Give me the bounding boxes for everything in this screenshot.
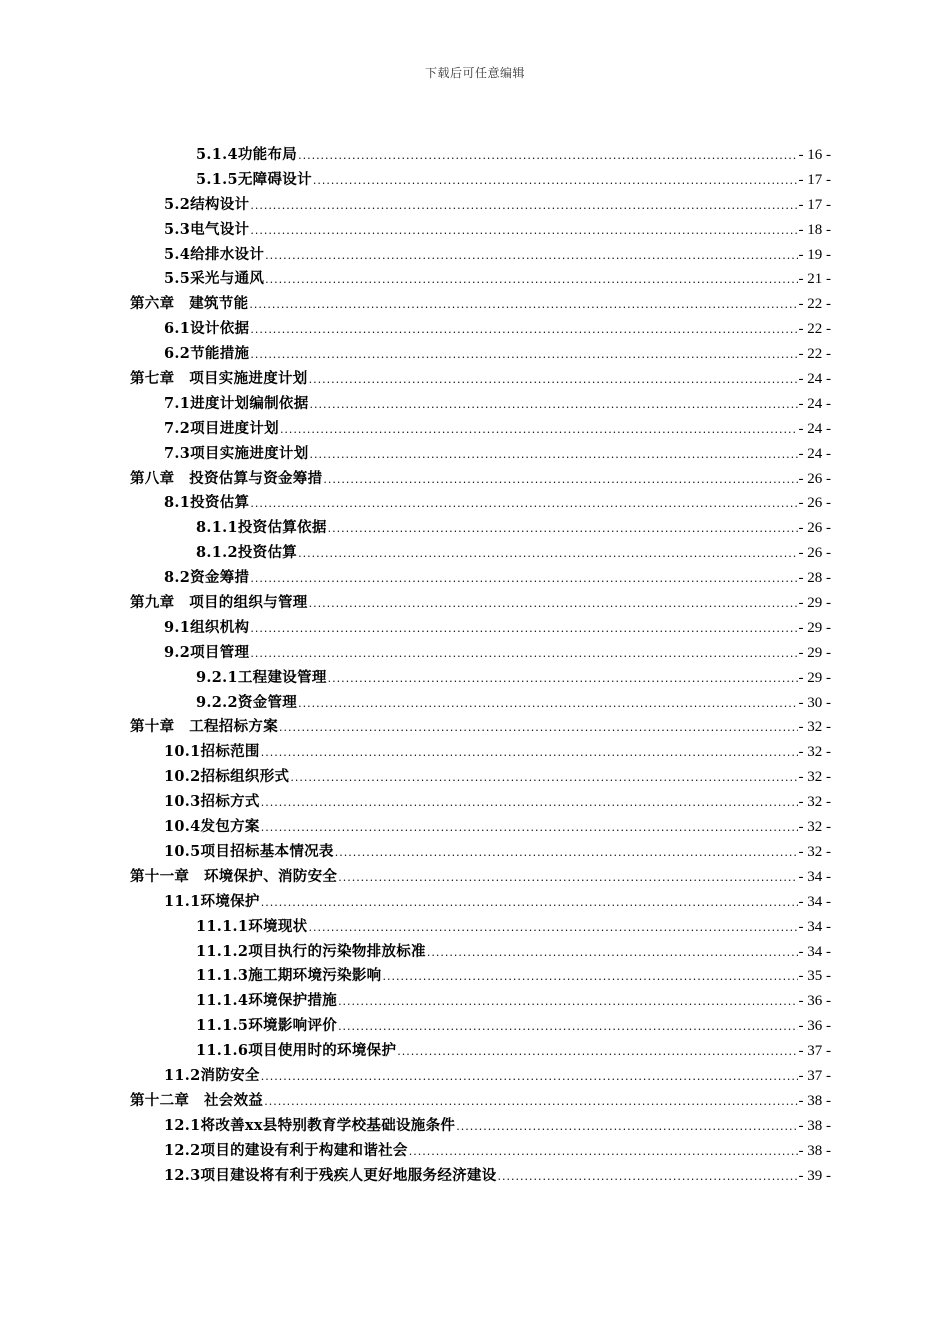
- toc-entry[interactable]: [130, 218, 831, 243]
- toc-entry-title: 5.2结构设计: [164, 195, 250, 213]
- toc-entry-title: 11.1.1环境现状: [196, 917, 308, 935]
- toc-dot-leader: [249, 298, 797, 311]
- toc-dot-leader: [335, 846, 798, 859]
- toc-entry-page-number: - 16 -: [798, 147, 831, 163]
- toc-entry-page-number: - 24 -: [798, 395, 831, 412]
- toc-entry-page-number: - 36 -: [798, 993, 831, 1010]
- toc-entry-page-number: - 34 -: [798, 893, 831, 910]
- toc-entry-page-number: - 22 -: [798, 346, 831, 363]
- toc-entry[interactable]: [130, 1139, 831, 1164]
- toc-entry-page-number: - 37 -: [798, 1067, 831, 1084]
- toc-entry-title: 6.1设计依据: [164, 320, 250, 338]
- toc-entry-title: 11.1环境保护: [164, 892, 260, 910]
- toc-entry-page-number: - 18 -: [798, 221, 831, 238]
- toc-dot-leader: [261, 796, 798, 809]
- toc-entry-page-number: - 17 -: [798, 196, 831, 213]
- toc-entry[interactable]: [130, 790, 831, 815]
- toc-dot-leader: [250, 199, 797, 212]
- toc-entry-title: 11.1.6项目使用时的环境保护: [196, 1042, 397, 1060]
- toc-entry-title: 第九章 项目的组织与管理: [130, 594, 308, 612]
- toc-entry-page-number: - 29 -: [798, 644, 831, 661]
- toc-dot-leader: [338, 995, 797, 1008]
- toc-entry-page-number: - 22 -: [798, 321, 831, 338]
- toc-entry-title: 8.1投资估算: [164, 494, 250, 512]
- toc-entry-title: 11.2消防安全: [164, 1066, 260, 1084]
- toc-entry-page-number: - 35 -: [798, 968, 831, 985]
- toc-entry[interactable]: [130, 392, 831, 417]
- toc-entry-title: 5.3电气设计: [164, 220, 250, 238]
- toc-dot-leader: [310, 398, 798, 411]
- toc-dot-leader: [338, 1020, 797, 1033]
- toc-entry[interactable]: [130, 915, 831, 940]
- toc-entry-page-number: - 26 -: [798, 470, 831, 487]
- toc-dot-leader: [309, 373, 798, 386]
- toc-dot-leader: [261, 896, 798, 909]
- toc-entry-page-number: - 24 -: [798, 445, 831, 462]
- toc-dot-leader: [298, 149, 797, 162]
- toc-entry[interactable]: [130, 243, 831, 268]
- toc-entry[interactable]: [130, 1164, 831, 1189]
- toc-entry-title: 11.1.4环境保护措施: [196, 992, 338, 1010]
- toc-dot-leader: [250, 224, 797, 237]
- toc-entry-title: 第七章 项目实施进度计划: [130, 370, 308, 388]
- toc-dot-leader: [279, 721, 798, 734]
- toc-entry[interactable]: [130, 815, 831, 840]
- toc-entry[interactable]: [130, 740, 831, 765]
- toc-entry-page-number: - 38 -: [798, 1092, 831, 1109]
- toc-entry-page-number: - 32 -: [798, 819, 831, 836]
- toc-entry-title: 第十章 工程招标方案: [130, 718, 278, 736]
- toc-entry[interactable]: [130, 143, 831, 168]
- toc-dot-leader: [250, 572, 797, 585]
- toc-entry-page-number: - 34 -: [798, 943, 831, 960]
- toc-entry[interactable]: [130, 193, 831, 218]
- toc-dot-leader: [427, 946, 798, 959]
- toc-dot-leader: [250, 622, 797, 635]
- toc-entry-page-number: - 21 -: [798, 271, 831, 288]
- toc-entry[interactable]: [130, 417, 831, 442]
- toc-entry[interactable]: [130, 467, 831, 492]
- toc-entry-page-number: - 38 -: [798, 1117, 831, 1134]
- toc-entry-title: 9.1组织机构: [164, 618, 250, 636]
- toc-entry[interactable]: [130, 1014, 831, 1039]
- toc-entry-title: 8.1.1投资估算依据: [196, 519, 327, 537]
- toc-dot-leader: [328, 522, 798, 535]
- toc-entry[interactable]: [130, 342, 831, 367]
- toc-entry[interactable]: [130, 940, 831, 965]
- toc-entry-page-number: - 29 -: [798, 619, 831, 636]
- toc-dot-leader: [265, 273, 797, 286]
- toc-entry-page-number: - 30 -: [798, 694, 831, 711]
- toc-dot-leader: [382, 970, 797, 983]
- toc-entry-page-number: - 32 -: [798, 794, 831, 811]
- toc-entry-title: 10.4发包方案: [164, 818, 260, 836]
- toc-entry-title: 12.3项目建设将有利于残疾人更好地服务经济建设: [164, 1166, 497, 1184]
- toc-entry[interactable]: [130, 890, 831, 915]
- toc-entry-title: 第六章 建筑节能: [130, 295, 249, 313]
- toc-entry[interactable]: [130, 317, 831, 342]
- toc-entry-page-number: - 34 -: [798, 868, 831, 885]
- toc-entry-page-number: - 26 -: [798, 495, 831, 512]
- toc-entry-title: 7.2项目进度计划: [164, 419, 279, 437]
- toc-entry-title: 9.2项目管理: [164, 643, 250, 661]
- toc-entry-title: 11.1.5环境影响评价: [196, 1017, 338, 1035]
- toc-entry-page-number: - 34 -: [798, 918, 831, 935]
- toc-entry[interactable]: [130, 516, 831, 541]
- toc-entry-title: 8.1.2投资估算: [196, 544, 298, 562]
- toc-entry-page-number: - 24 -: [798, 420, 831, 437]
- toc-entry-title: 12.2项目的建设有利于构建和谐社会: [164, 1141, 408, 1159]
- toc-dot-leader: [280, 423, 798, 436]
- toc-entry[interactable]: [130, 840, 831, 865]
- toc-entry-page-number: - 37 -: [798, 1043, 831, 1060]
- toc-entry-title: 10.1招标范围: [164, 743, 260, 761]
- toc-entry-page-number: - 32 -: [798, 719, 831, 736]
- toc-dot-leader: [397, 1045, 797, 1058]
- toc-entry-page-number: - 32 -: [798, 769, 831, 786]
- toc-entry-title: 5.1.5无障碍设计: [196, 170, 312, 188]
- table-of-contents: [130, 143, 831, 1188]
- toc-entry[interactable]: [130, 865, 831, 890]
- toc-entry-page-number: - 26 -: [798, 545, 831, 562]
- toc-entry[interactable]: [130, 1114, 831, 1139]
- toc-entry[interactable]: [130, 442, 831, 467]
- toc-dot-leader: [456, 1120, 797, 1133]
- toc-entry-title: 7.1进度计划编制依据: [164, 394, 309, 412]
- toc-entry[interactable]: [130, 566, 831, 591]
- toc-dot-leader: [409, 1145, 798, 1158]
- toc-dot-leader: [250, 497, 797, 510]
- toc-dot-leader: [265, 249, 797, 262]
- toc-entry[interactable]: [130, 541, 831, 566]
- toc-entry-page-number: - 29 -: [798, 595, 831, 612]
- toc-entry[interactable]: [130, 1064, 831, 1089]
- toc-entry-title: 10.5项目招标基本情况表: [164, 842, 334, 860]
- toc-entry-title: 第十一章 环境保护、消防安全: [130, 867, 338, 885]
- toc-entry[interactable]: [130, 715, 831, 740]
- toc-entry[interactable]: [130, 168, 831, 193]
- toc-entry-page-number: - 26 -: [798, 520, 831, 537]
- toc-entry[interactable]: [130, 1039, 831, 1064]
- toc-entry-title: 9.2.1工程建设管理: [196, 668, 327, 686]
- toc-entry[interactable]: [130, 616, 831, 641]
- toc-dot-leader: [264, 1095, 797, 1108]
- toc-entry[interactable]: [130, 765, 831, 790]
- toc-dot-leader: [250, 647, 797, 660]
- toc-entry-page-number: - 17 -: [798, 171, 831, 188]
- toc-entry[interactable]: [130, 641, 831, 666]
- toc-entry-title: 10.2招标组织形式: [164, 768, 290, 786]
- toc-entry-page-number: - 39 -: [798, 1167, 831, 1184]
- toc-dot-leader: [309, 597, 798, 610]
- toc-entry-title: 12.1将改善xx县特别教育学校基础设施条件: [164, 1116, 456, 1134]
- toc-dot-leader: [313, 174, 798, 187]
- toc-entry-page-number: - 36 -: [798, 1018, 831, 1035]
- toc-entry-title: 5.1.4功能布局: [196, 146, 298, 163]
- toc-entry-page-number: - 32 -: [798, 843, 831, 860]
- toc-entry-title: 8.2资金筹措: [164, 569, 250, 587]
- toc-entry-title: 11.1.2项目执行的污染物排放标准: [196, 942, 426, 960]
- toc-entry[interactable]: [130, 964, 831, 989]
- toc-entry[interactable]: [130, 1089, 831, 1114]
- toc-entry[interactable]: [130, 691, 831, 716]
- toc-entry-title: 7.3项目实施进度计划: [164, 444, 309, 462]
- toc-entry-page-number: - 32 -: [798, 744, 831, 761]
- toc-entry-title: 9.2.2资金管理: [196, 693, 298, 711]
- toc-entry-title: 第十二章 社会效益: [130, 1091, 264, 1109]
- toc-dot-leader: [250, 348, 797, 361]
- toc-entry[interactable]: [130, 666, 831, 691]
- toc-dot-leader: [261, 821, 798, 834]
- toc-entry[interactable]: [130, 591, 831, 616]
- toc-dot-leader: [323, 473, 797, 486]
- toc-dot-leader: [298, 547, 797, 560]
- toc-entry-title: 6.2节能措施: [164, 345, 250, 363]
- toc-dot-leader: [328, 672, 798, 685]
- toc-entry[interactable]: [130, 989, 831, 1014]
- toc-entry[interactable]: [130, 292, 831, 317]
- toc-dot-leader: [261, 1070, 798, 1083]
- toc-entry-title: 5.4给排水设计: [164, 245, 265, 263]
- toc-entry-title: 11.1.3施工期环境污染影响: [196, 967, 382, 985]
- toc-entry-page-number: - 28 -: [798, 570, 831, 587]
- toc-dot-leader: [298, 697, 797, 710]
- toc-dot-leader: [498, 1170, 798, 1183]
- toc-entry[interactable]: [130, 267, 831, 292]
- toc-dot-leader: [308, 921, 797, 934]
- toc-entry-title: 10.3招标方式: [164, 793, 260, 811]
- toc-dot-leader: [250, 323, 797, 336]
- toc-entry[interactable]: [130, 367, 831, 392]
- toc-entry-page-number: - 19 -: [798, 246, 831, 263]
- toc-dot-leader: [338, 871, 797, 884]
- toc-dot-leader: [310, 448, 798, 461]
- toc-entry[interactable]: [130, 491, 831, 516]
- toc-entry-page-number: - 22 -: [798, 296, 831, 313]
- toc-entry-page-number: - 29 -: [798, 669, 831, 686]
- toc-dot-leader: [290, 771, 797, 784]
- toc-entry-title: 第八章 投资估算与资金筹措: [130, 469, 323, 487]
- toc-entry-page-number: - 24 -: [798, 371, 831, 388]
- toc-entry-page-number: - 38 -: [798, 1142, 831, 1159]
- page-header: 下载后可任意编辑: [424, 66, 525, 80]
- toc-entry-title: 5.5采光与通风: [164, 270, 265, 288]
- toc-dot-leader: [261, 746, 798, 759]
